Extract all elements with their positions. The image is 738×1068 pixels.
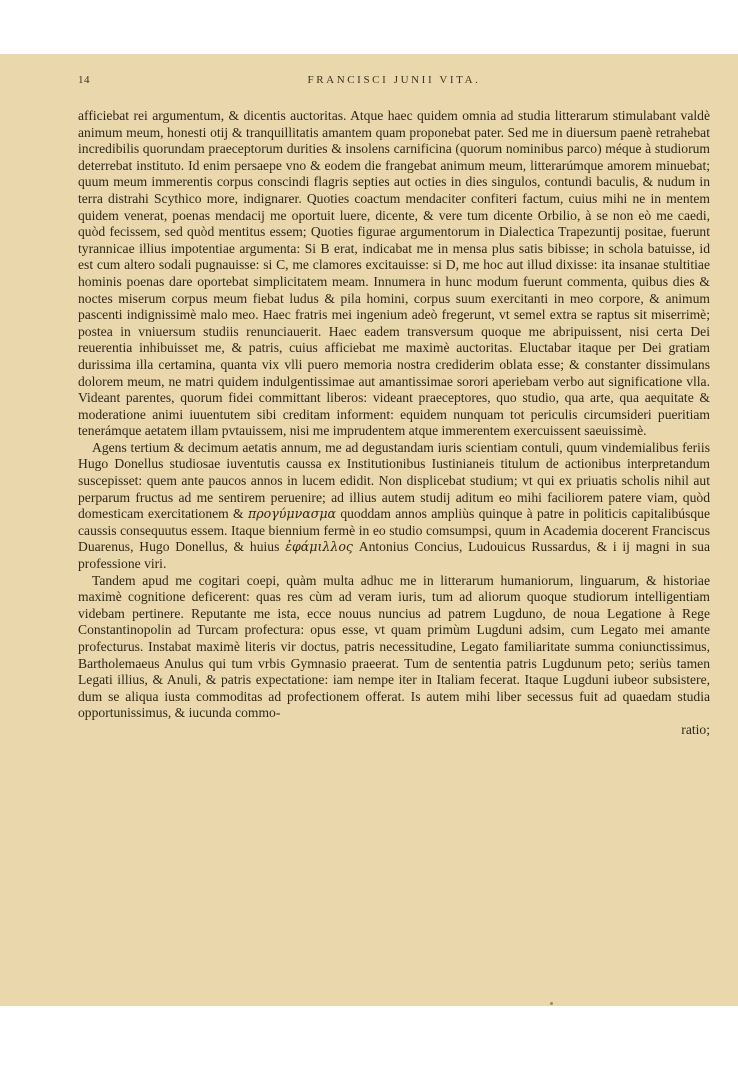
body-text	[78, 108, 710, 739]
page-header	[78, 74, 710, 92]
bottom-margin	[0, 1006, 738, 1068]
paragraph-1	[78, 108, 710, 440]
greek-word: ἐφάμιλλος	[285, 539, 353, 555]
text-run: Antonius Concius, Ludouicus Russardus, & i ij magni in sua professione viri.	[78, 539, 710, 572]
greek-word: προγύμνασμα	[247, 506, 337, 522]
text-run: quoddam annos ampliùs quinque à patre in politicis capitalibúsque caussis consequutus essem. Itaque biennium fermè in eo studio comsumpsi, quum in Academia docerent Franciscus Duarenus, Hugo Donellus, & huius	[78, 506, 710, 555]
book-page	[0, 54, 738, 1006]
paragraph-2	[78, 440, 710, 573]
paragraph-3	[78, 573, 710, 722]
running-head: FRANCISCI JUNII VITA.	[307, 74, 481, 86]
page-number: 14	[78, 74, 90, 86]
text-run: afficiebat rei argumentum, & dicentis auctoritas. Atque haec quidem omnia ad studia litterarum stimulabant valdè animum meum, honesti otij & tranquillitatis amantem quam proponebat pater. Sed me in diuersum paenè retrahebat incredibilis quorundam praeceptorum durities & insolens carnificina (quorum nominibus parco) méque à studiorum deterrebat instituto. Id enim persaepe vno & eodem die frangebat animum meum, litterarúmque amorem minuebat; quum meum immerentis corpus conscindi flagris septies aut octies in dies singulos, contundi baculis, & nudum in terra distrahi Scythico more, indignarer. Quoties coactum mendaciter confiteri factum, cuius mihi ne in mentem quidem venerat, poenas mendacij me oportuit luere, dicente, & vere tum dicente Orbilio, à se non eò me caedi, quòd fecissem, sed quòd mentitus essem; Quoties figurae argumentorum in Dialectica Trapezuntij positae, fuerunt tyrannicae illius impotentiae argumenta: Si B erat, indicabat me in mensa plus satis bibisse; in schola batuisse, id est cum altero sodali pugnauisse: si C, me clamores excitauisse: si D, me hoc aut illud dixisse: ita insanae stultitiae hominis poenas dare oportebat simplicitatem meam. Innumera in hunc modum fuerunt commenta, quibus dies & noctes miserum corpus meum fiebat ludus & pila homini, corpus suum exercitanti in meo corpore, & animum pascenti indignissimè malo meo. Haec fratris mei ingenium adeò fregerunt, vt semel extra se raptus sit miserrimè; postea in vniuersum studiis renunciauerit. Haec eadem transversum quoque me abripuissent, nisi certa Dei reuerentia inhibuisset me, & patris, cuius afficiebat me maximè auctoritas. Eluctabar itaque per Dei gratiam durissima illa certamina, quanta vix vlli puero memoria nostra crediderim oblata esse; & constanter dissimulans dolorem meum, ne matri quidem indulgentissimae aut amantissimae sorori aperiebam verbo aut significatione vlla. Videant parentes, quorum fidei committant liberos: videant praeceptores, quo studio, qua arte, qua aequitate & moderatione animi iuuentutem sibi creditam informent: equidem nunquam tot periculis circumsideri pueritiam tenerámque aetatem illam pvtauissem, nisi me imprudentem atque immerentem exercuissent saeuissimè.	[78, 108, 710, 439]
text-run: Tandem apud me cogitari coepi, quàm multa adhuc me in litterarum humaniorum, linguarum, & historiae maximè cognitione deficerent: quas res cùm ad veram iuris, tum ad aliorum quoque studiorum intelligentiam videbam pertinere. Reputante me ista, ecce nouus nuncius ad patrem Lugduno, de noua Legatione à Rege Constantinopolin ad Turcam profectura: opus esse, vt quam primùm Lugduni adsim, cum Legato mei amante profecturus. Instabat maximè literis vir doctus, patris necessitudine, Legato familiaritate summa coniunctissimus, Bartholemaeus Anulus qui tum vrbis Gymnasio praeerat. Tum de sententia patris Lugdunum peto; seriùs tamen Legati illius, & Anuli, & patris expectatione: iam nempe iter in Italiam fecerat. Itaque Lugduni iubeor subsistere, dum se aliqua iusta commoditas ad profectionem offerat. Is autem mihi liber secessus fuit ad quaedam studia opportunissimus, & iucunda commo-	[78, 572, 710, 721]
top-margin	[0, 0, 738, 54]
paper-speck	[550, 1002, 553, 1005]
text-run: Agens tertium & decimum aetatis annum, me ad degustandam iuris scientiam contuli, quum vindemialibus feriis Hugo Donellus studiosae iuventutis caussa ex Institutionibus Iustinianeis titulum de actionibus interpretandum suscepisset: quem ante paucos annos in lucem edidit. Non displicebat studium; vt qui ex priuatis scholis nihil aut perparum fructus ad me sentirem peruenire; ad illius autem studij aditum eo mihi faciliorem patere viam, quòd domesticam exercitationem &	[78, 439, 710, 522]
catchword: ratio;	[681, 721, 710, 737]
